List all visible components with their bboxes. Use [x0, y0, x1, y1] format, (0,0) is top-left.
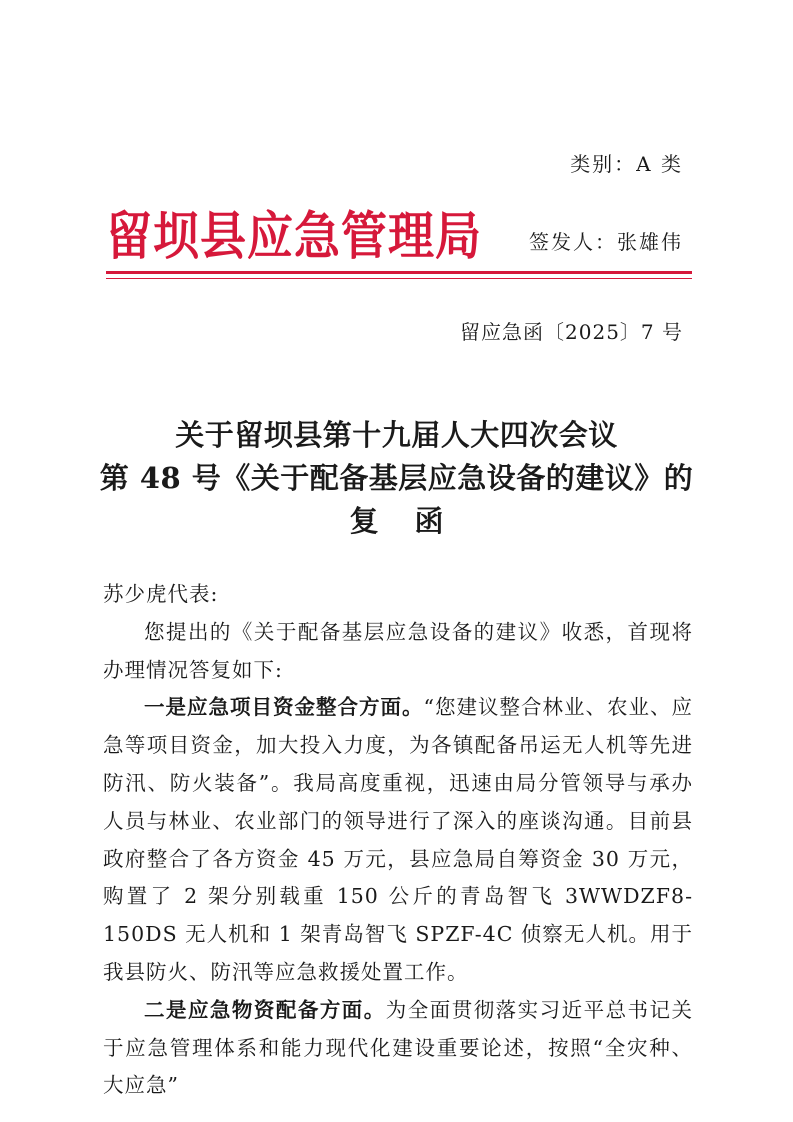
section-2-text: 为全面贯彻落实习近平总书记关于应急管理体系和能力现代化建设重要论述，按照“全灾种、大应急”: [103, 997, 694, 1098]
document-number: 留应急函〔2025〕7 号: [460, 320, 683, 344]
salutation: 苏少虎代表:: [103, 582, 219, 606]
issuing-agency-name: 留坝县应急管理局: [106, 206, 482, 267]
red-header-rule-thin: [106, 278, 692, 279]
signer: 签发人：张雄伟: [529, 230, 683, 254]
red-header-rule: [106, 271, 692, 274]
title-line-3: 复函: [349, 504, 480, 538]
title-line-2: 第 48 号《关于配备基层应急设备的建议》的: [99, 461, 694, 495]
document-category: 类别：A 类: [570, 152, 683, 176]
document-title: [80, 414, 713, 543]
letter-body: [103, 576, 693, 1105]
section-1-heading: 一是应急项目资金整合方面。: [144, 695, 424, 720]
section-2-paragraph: [103, 992, 693, 1105]
title-line-1: 关于留坝县第十九届人大四次会议: [175, 418, 618, 452]
section-2-heading: 二是应急物资配备方面。: [144, 997, 386, 1022]
intro-paragraph: 您提出的《关于配备基层应急设备的建议》收悉，首现将办理情况答复如下:: [103, 619, 693, 682]
section-1-paragraph: [103, 689, 693, 991]
section-1-text: “您建议整合林业、农业、应急等项目资金，加大投入力度，为各镇配备吊运无人机等先进防汛、防火装备”。我局高度重视，迅速由局分管领导与承办人员与林业、农业部门的领导进行了深入的座谈沟通。目前县政府整合了各方资金 45 万元，县应急局自筹资金 30 万元，购置了 2 架分别载重 150 公斤的青岛智飞 3WWDZF8-150DS 无人机和 1 架青岛智飞 SPZF-4C 侦察无人机。用于我县防火、防汛等应急救援处置工作。: [103, 695, 694, 984]
